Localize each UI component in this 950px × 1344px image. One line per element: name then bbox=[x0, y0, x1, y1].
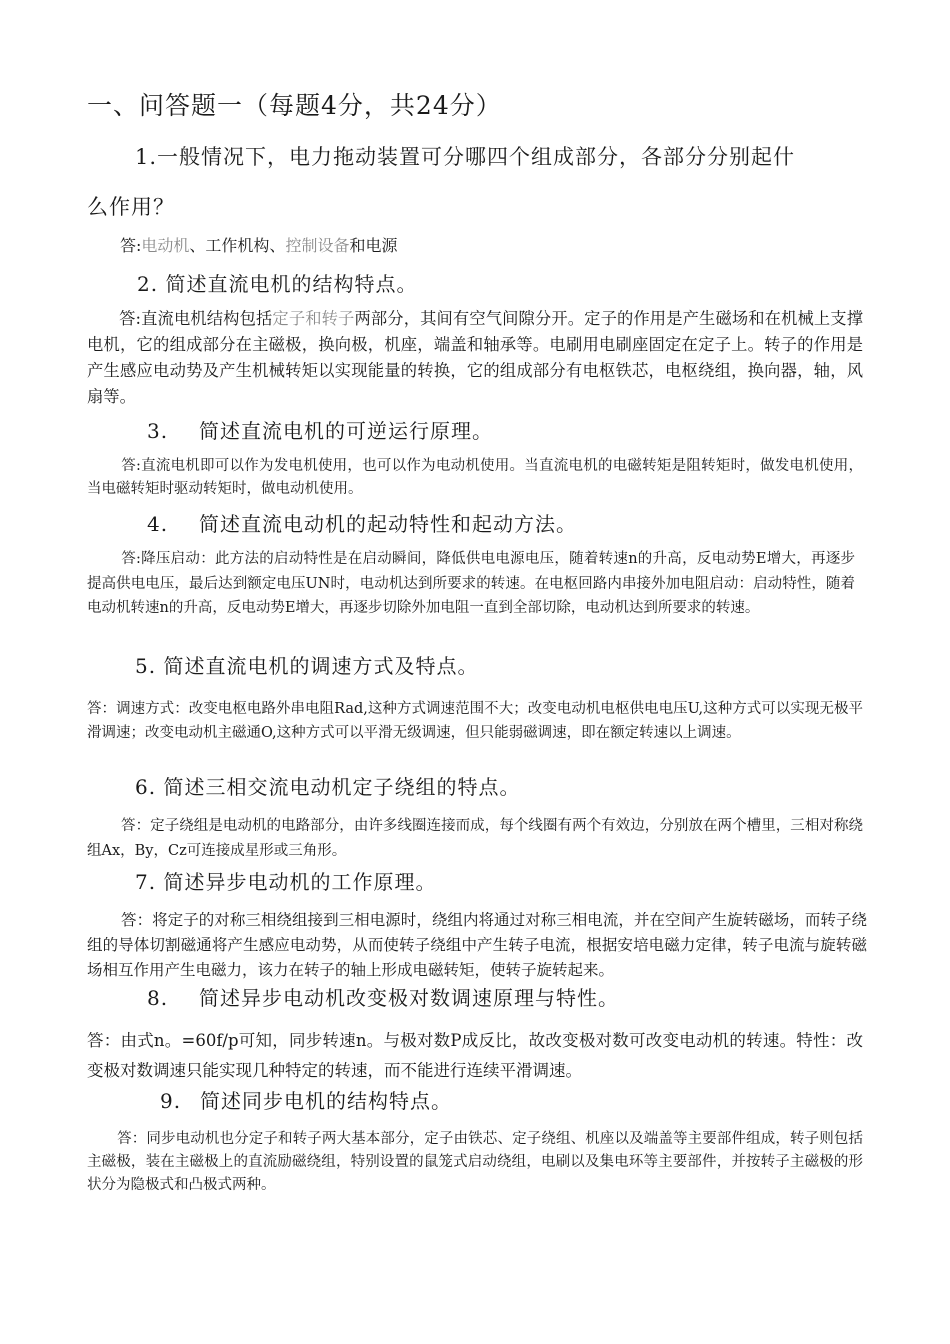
answer-5 bbox=[87, 697, 863, 745]
question-2 bbox=[137, 268, 417, 297]
question-6-number: 6. bbox=[135, 775, 157, 799]
question-5 bbox=[135, 650, 478, 679]
question-8-text: 简述异步电动机改变极对数调速原理与特性。 bbox=[199, 986, 619, 1010]
answer-2-before: 答:直流电机结构包括 bbox=[119, 309, 273, 328]
answer-1-sep: 、工作机构、 bbox=[189, 236, 286, 255]
question-5-text: 简述直流电机的调速方式及特点。 bbox=[163, 654, 479, 678]
answer-1-power: 和电源 bbox=[349, 236, 398, 255]
question-6-text: 简述三相交流电动机定子绕组的特点。 bbox=[163, 775, 521, 799]
question-7-number: 7. bbox=[135, 870, 157, 894]
answer-1-prefix: 答: bbox=[120, 236, 142, 255]
question-9 bbox=[160, 1085, 452, 1114]
answer-7-text: 答：将定子的对称三相绕组接到三相电源时，绕组内将通过对称三相电流，并在空间产生旋转磁场，而转子绕组的导体切割磁通将产生感应电动势，从而使转子绕组中产生转子电流，根据安培电磁力定律，转子电流与旋转磁场相互作用产生电磁力，该力在转子的轴上形成电磁转矩，使转子旋转起来。 bbox=[87, 911, 867, 979]
question-9-text: 简述同步电机的结构特点。 bbox=[200, 1089, 452, 1113]
section-title: 一、问答题一（每题4分，共24分） bbox=[87, 91, 502, 120]
answer-9 bbox=[87, 1128, 863, 1197]
answer-9-text: 答：同步电动机也分定子和转子两大基本部分，定子由铁芯、定子绕组、机座以及端盖等主要部件组成，转子则包括主磁极，装在主磁极上的直流励磁绕组，特别设置的鼠笼式启动绕组，电刷以及集电环等主要部件，并按转子主磁极的形状分为隐极式和凸极式两种。 bbox=[87, 1131, 863, 1193]
answer-6 bbox=[87, 814, 863, 864]
question-1-line-2: 么作用？ bbox=[87, 195, 175, 219]
answer-8 bbox=[87, 1026, 863, 1086]
answer-1 bbox=[120, 233, 397, 256]
answer-3 bbox=[87, 455, 863, 501]
question-8-number: 8. bbox=[147, 986, 169, 1010]
question-7 bbox=[135, 866, 436, 895]
question-3 bbox=[147, 415, 493, 444]
question-4-text: 简述直流电动机的起动特性和起动方法。 bbox=[199, 512, 577, 536]
question-2-number: 2. bbox=[137, 272, 159, 296]
question-5-number: 5. bbox=[135, 654, 157, 678]
question-2-text: 简述直流电机的结构特点。 bbox=[165, 272, 418, 296]
answer-6-text: 答：定子绕组是电动机的电路部分，由许多线圈连接而成，每个线圈有两个有效边，分别放在两个槽里，三相对称绕组Ax，By，Cz可连接成星形或三角形。 bbox=[87, 818, 863, 859]
answer-1-motor: 电动机 bbox=[141, 236, 190, 255]
question-3-text: 简述直流电机的可逆运行原理。 bbox=[199, 419, 493, 443]
question-4-number: 4. bbox=[147, 512, 169, 536]
answer-3-text: 答:直流电机即可以作为发电机使用，也可以作为电动机使用。当直流电机的电磁转矩是阻转矩时，做发电机使用，当电磁转矩时驱动转矩时，做电动机使用。 bbox=[87, 458, 863, 497]
question-4 bbox=[147, 508, 577, 537]
answer-5-text: 答：调速方式：改变电枢电路外串电阻Rad,这种方式调速范围不大；改变电动机电枢供电电压U,这种方式可以实现无极平滑调速；改变电动机主磁通O,这种方式可以平滑无级调速，但只能弱磁调速，即在额定转速以上调速。 bbox=[87, 701, 863, 741]
answer-2-after: 两部分，其间有空气间隙分开。定子的作用是产生磁场和在机械上支撑电机，它的组成部分在主磁极，换向极，机座，端盖和轴承等。电刷用电刷座固定在定子上。转子的作用是产生感应电动势及产生机械转矩以实现能量的转换，它的组成部分有电枢铁芯，电枢绕组，换向器，轴，风扇等。 bbox=[87, 309, 863, 406]
question-8 bbox=[147, 982, 619, 1011]
question-9-number: 9. bbox=[160, 1089, 182, 1113]
question-7-text: 简述异步电动机的工作原理。 bbox=[163, 870, 437, 894]
answer-2 bbox=[87, 306, 863, 410]
question-6 bbox=[135, 771, 520, 800]
answer-1-control: 控制设备 bbox=[285, 236, 350, 255]
answer-4-text: 答:降压启动：此方法的启动特性是在启动瞬间，降低供电电源电压，随着转速n的升高，反电动势E增大，再逐步提高供电电压，最后达到额定电压UN时，电动机达到所要求的转速。在电枢回路内串接外加电阻启动：启动特性，随着电动机转速n的升高，反电动势E增大，再逐步切除外加电阻一直到全部切除，电动机达到所要求的转速。 bbox=[87, 551, 855, 616]
question-1-line-1: 1.一般情况下，电力拖动装置可分哪四个组成部分，各部分分别起什 bbox=[135, 145, 796, 169]
question-3-number: 3. bbox=[147, 419, 169, 443]
answer-2-stator-rotor: 定子和转子 bbox=[272, 309, 355, 328]
answer-4 bbox=[87, 547, 855, 621]
answer-7 bbox=[87, 908, 867, 983]
answer-8-text: 答：由式n。=60f/p可知，同步转速n。与极对数P成反比，故改变极对数可改变电动机的转速。特性：改变极对数调速只能实现几种特定的转速，而不能进行连续平滑调速。 bbox=[87, 1031, 863, 1080]
